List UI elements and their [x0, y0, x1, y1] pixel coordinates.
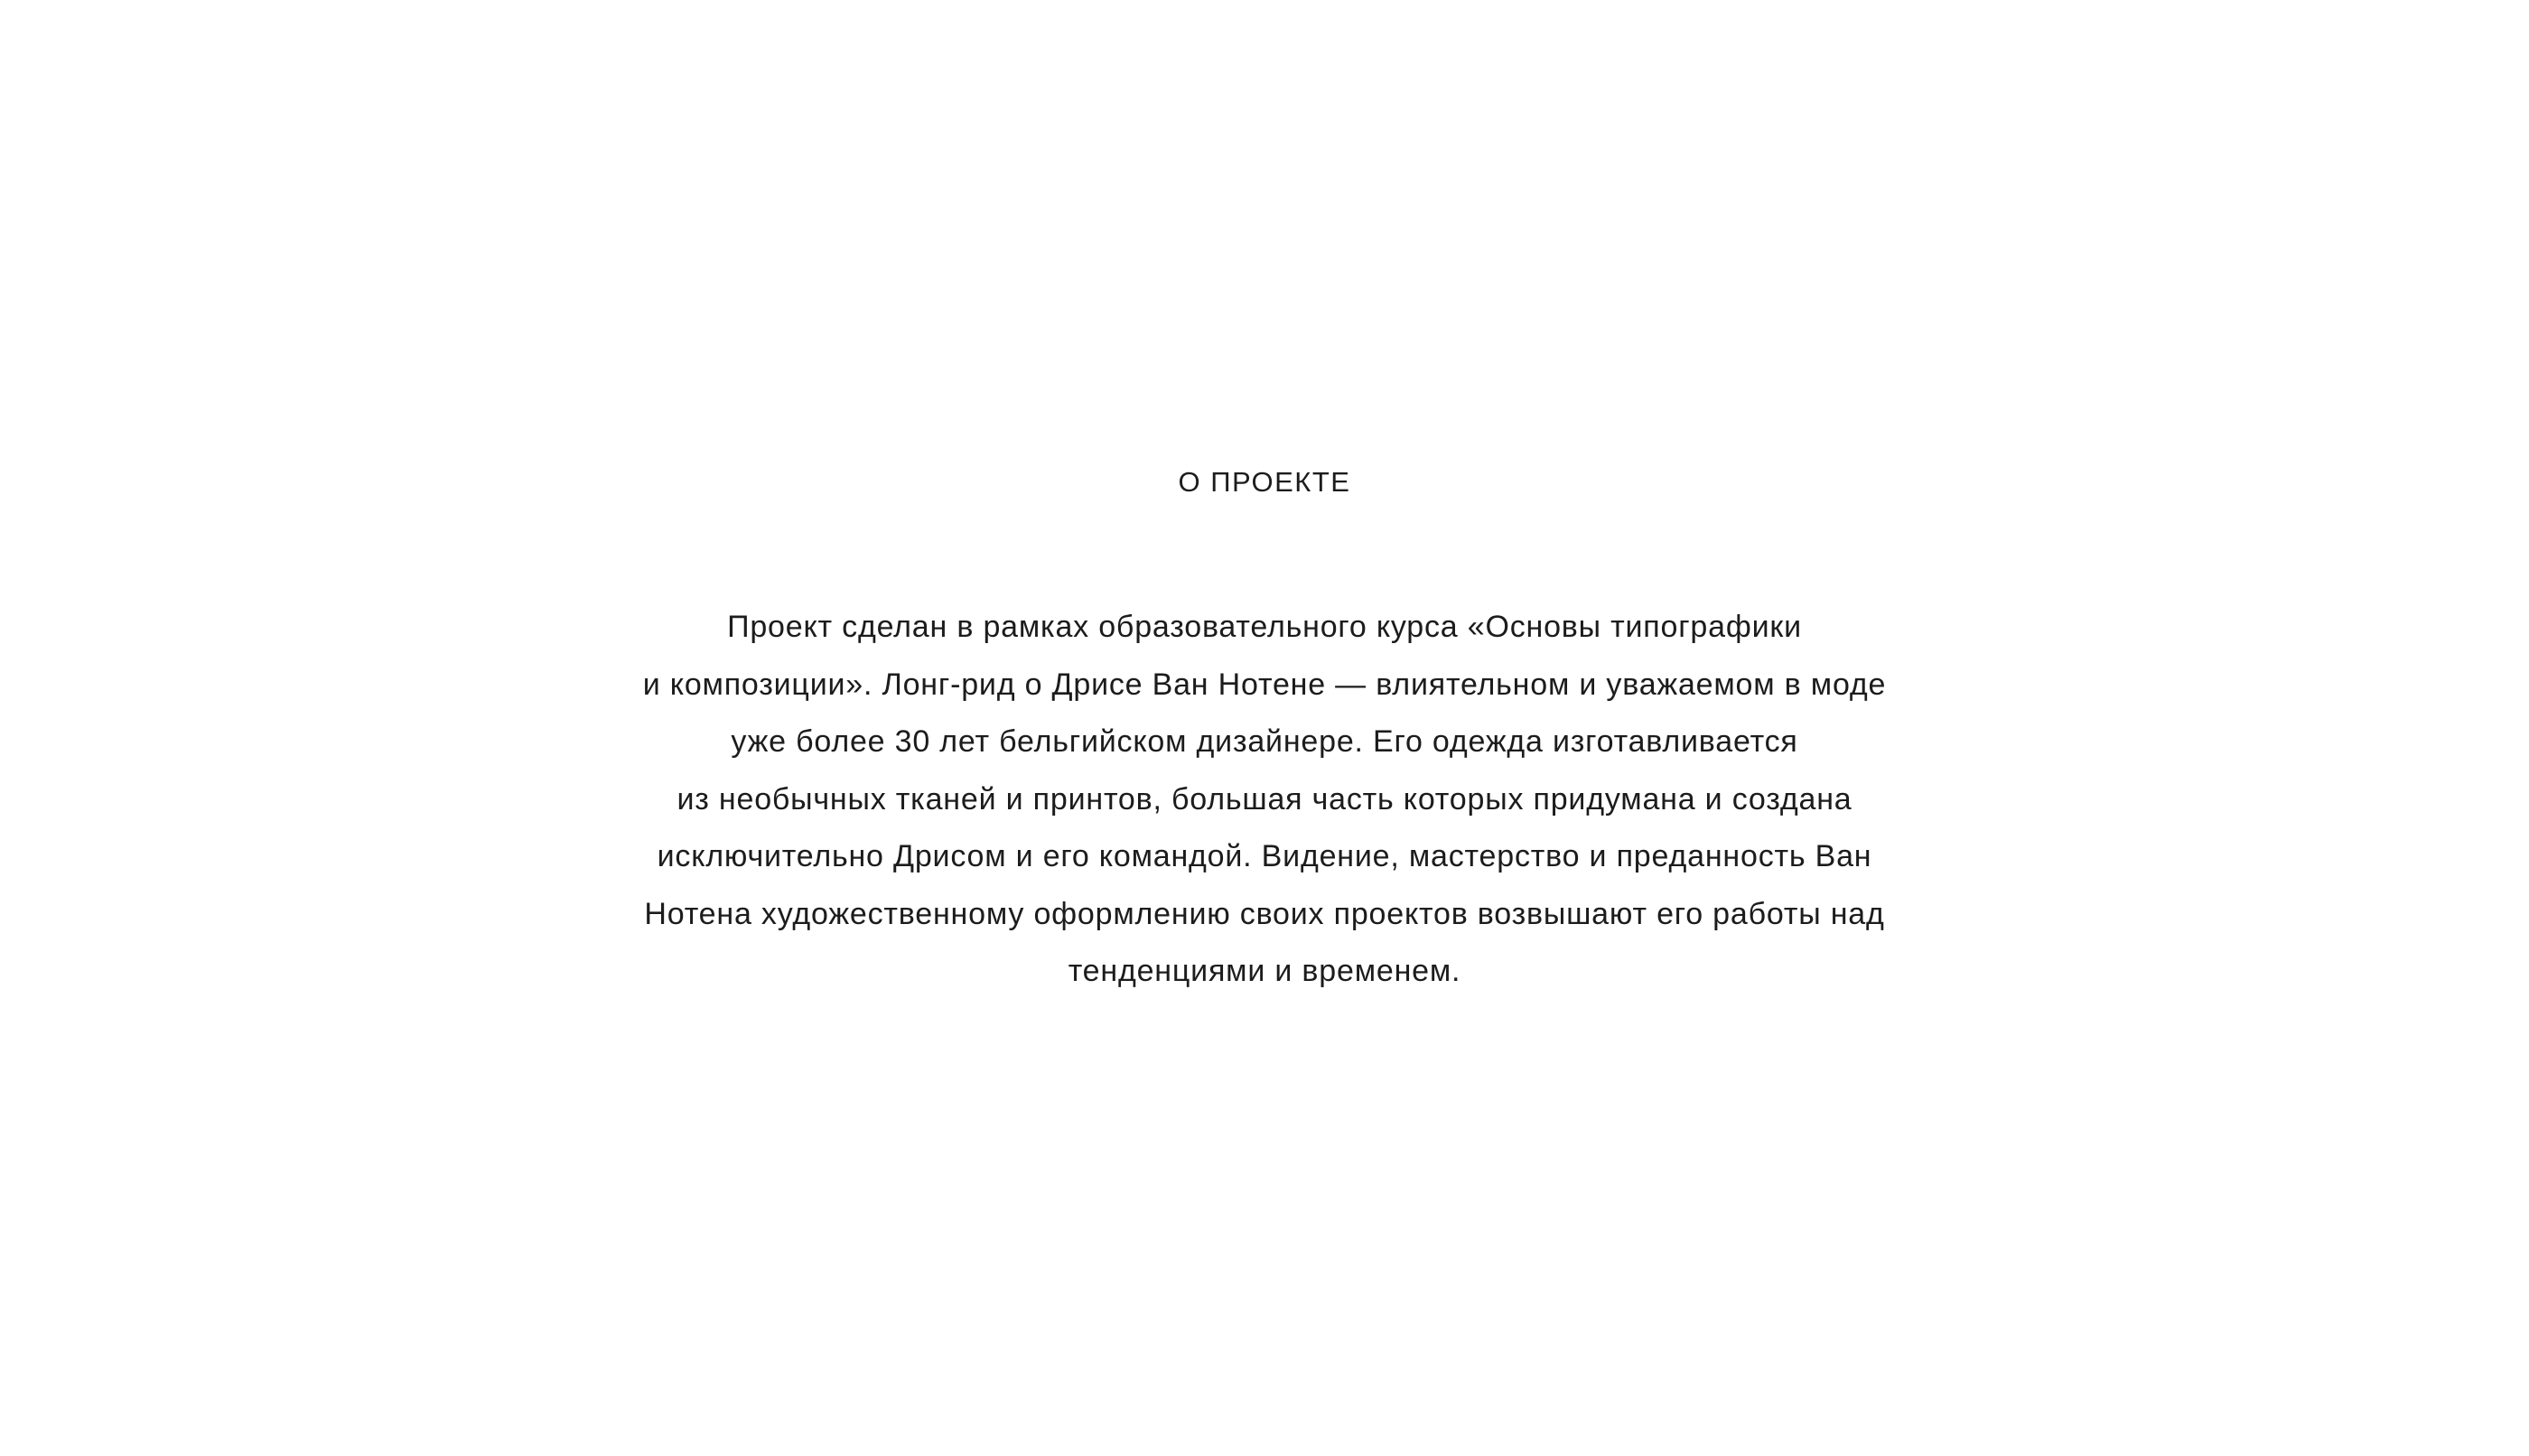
paragraph-line: Проект сделан в рамках образовательного курса «Основы типографики — [727, 610, 1802, 644]
paragraph-line: исключительно Дрисом и его командой. Видение, мастерство и преданность Ван — [657, 839, 1872, 873]
paragraph-line: уже более 30 лет бельгийском дизайнере. Его одежда изготавливается — [731, 724, 1798, 759]
paragraph-line: из необычных тканей и принтов, большая часть которых придумана и создана — [677, 781, 1852, 817]
paragraph-line: Нотена художественному оформлению своих проектов возвышают его работы над — [644, 896, 1885, 931]
about-paragraph — [0, 599, 2529, 1001]
paragraph-line: тенденциями и временем. — [1068, 954, 1461, 988]
paragraph-line: и композиции». Лонг-рид о Дрисе Ван Нотене — влиятельном и уважаемом в моде — [642, 667, 1887, 702]
section-heading: О ПРОЕКТЕ — [1178, 466, 1351, 498]
